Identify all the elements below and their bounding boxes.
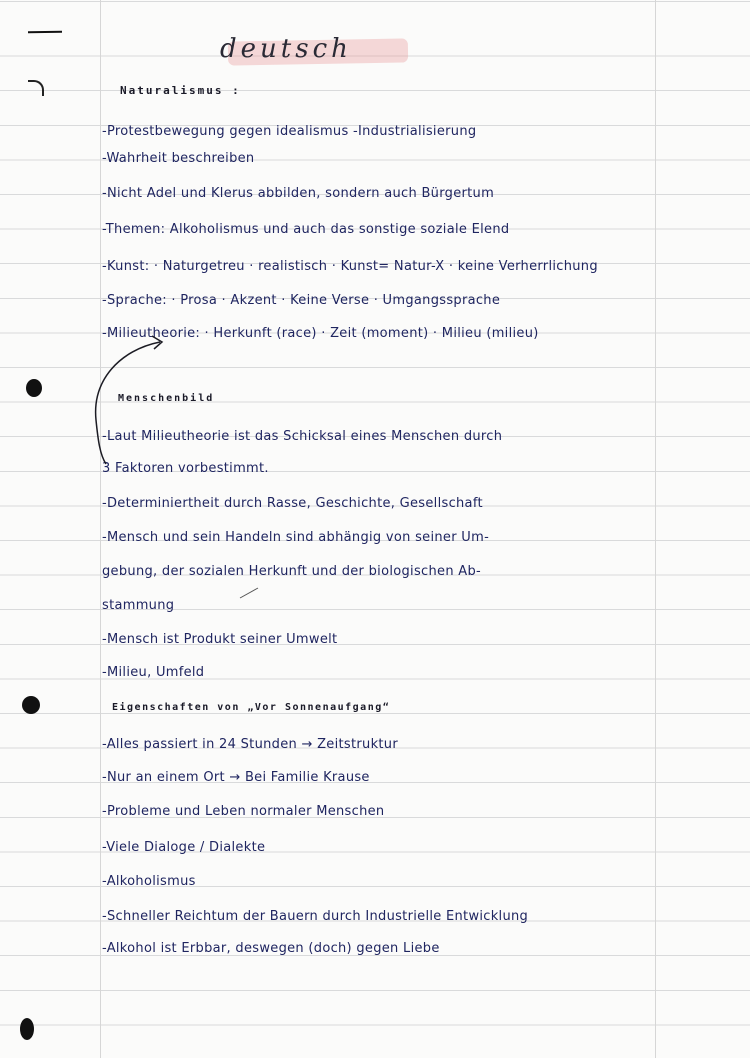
note-line: -Protestbewegung gegen idealismus -Industrialisierung [102, 124, 477, 139]
note-line: -Mensch und sein Handeln sind abhängig von seiner Um- [102, 530, 490, 545]
note-line: -Alkoholismus [102, 874, 196, 889]
note-line: -Mensch ist Produkt seiner Umwelt [102, 632, 338, 647]
note-line: gebung, der sozialen Herkunft und der biologischen Ab- [102, 564, 482, 579]
page-title: deutsch [220, 34, 352, 64]
note-line: -Sprache: · Prosa · Akzent · Keine Verse · Umgangssprache [102, 293, 501, 308]
note-line: -Schneller Reichtum der Bauern durch Industrielle Entwicklung [102, 909, 529, 924]
section-heading-naturalismus: Naturalismus : [120, 84, 241, 97]
note-line: -Probleme und Leben normaler Menschen [102, 804, 385, 819]
note-line: -Milieutheorie: · Herkunft (race) · Zeit (moment) · Milieu (milieu) [102, 326, 539, 341]
note-line: -Wahrheit beschreiben [102, 151, 255, 166]
note-line: stammung [102, 598, 175, 613]
note-line: 3 Faktoren vorbestimmt. [102, 461, 269, 476]
section-heading-eigenschaften: Eigenschaften von „Vor Sonnenaufgang“ [112, 702, 391, 713]
note-line: -Alkohol ist Erbbar, deswegen (doch) gegen Liebe [102, 941, 440, 956]
section-heading-menschenbild: Menschenbild [118, 393, 215, 404]
note-line: -Themen: Alkoholismus und auch das sonstige soziale Elend [102, 222, 510, 237]
note-line: -Viele Dialoge / Dialekte [102, 840, 266, 855]
note-line: -Milieu, Umfeld [102, 665, 205, 680]
note-line: -Determiniertheit durch Rasse, Geschichte, Gesellschaft [102, 496, 483, 511]
note-line: -Kunst: · Naturgetreu · realistisch · Kunst= Natur-X · keine Verherrlichung [102, 259, 598, 274]
note-line: -Laut Milieutheorie ist das Schicksal eines Menschen durch [102, 429, 503, 444]
note-line: -Nicht Adel und Klerus abbilden, sondern auch Bürgertum [102, 186, 495, 201]
note-line: -Nur an einem Ort → Bei Familie Krause [102, 770, 370, 785]
note-line: -Alles passiert in 24 Stunden → Zeitstruktur [102, 737, 398, 752]
